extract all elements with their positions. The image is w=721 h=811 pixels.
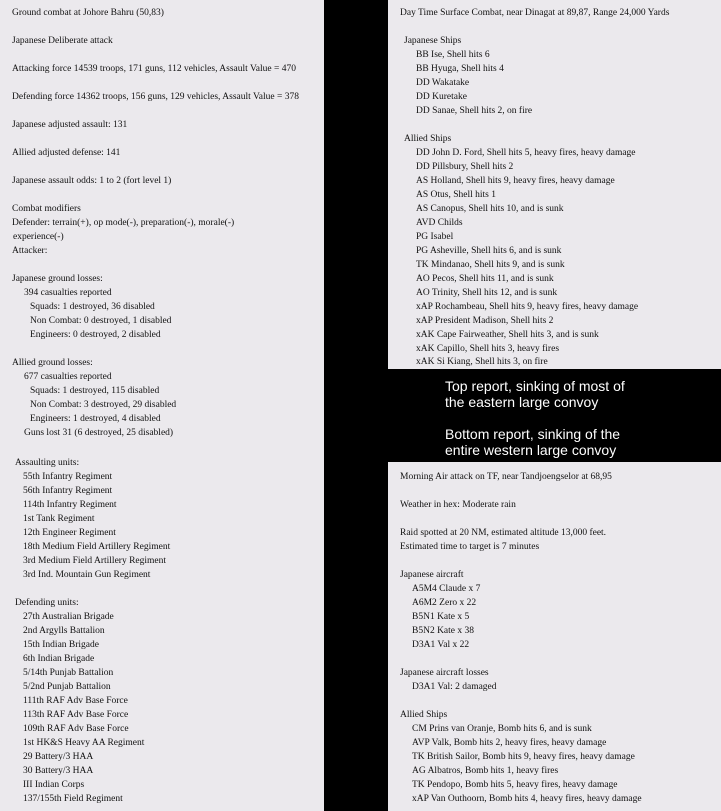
- report-title: Morning Air attack on TF, near Tandjoengselor at 68,95: [400, 472, 612, 482]
- list-item: PG Isabel: [416, 232, 454, 242]
- list-item: DD Wakatake: [416, 78, 470, 88]
- japanese-losses-heading: Japanese ground losses:: [12, 274, 103, 284]
- list-item: AO Pecos, Shell hits 11, and is sunk: [416, 274, 554, 284]
- list-item: AG Albatros, Bomb hits 1, heavy fires: [412, 766, 559, 776]
- list-item: BB Ise, Shell hits 6: [416, 50, 490, 60]
- list-item: DD Sanae, Shell hits 2, on fire: [416, 106, 533, 116]
- list-item: D3A1 Val x 22: [412, 640, 470, 650]
- defending-heading: Defending units:: [15, 598, 79, 608]
- defending-force: Defending force 14362 troops, 156 guns, 129 vehicles, Assault Value = 378: [12, 92, 299, 102]
- list-item: xAP Van Outhoorn, Bomb hits 4, heavy fires, heavy damage: [412, 794, 642, 804]
- list-item: B5N2 Kate x 38: [412, 626, 475, 636]
- list-item: 3rd Medium Field Artillery Regiment: [23, 556, 167, 566]
- list-item: TK British Sailor, Bomb hits 9, heavy fires, heavy damage: [412, 752, 635, 762]
- list-item: Engineers: 1 destroyed, 4 disabled: [30, 414, 161, 424]
- list-item: DD Pillsbury, Shell hits 2: [416, 162, 514, 172]
- modifiers-heading: Combat modifiers: [12, 204, 81, 214]
- weather: Weather in hex: Moderate rain: [400, 500, 516, 510]
- caption-top-line1: Top report, sinking of most of: [445, 378, 625, 394]
- list-item: 1st Tank Regiment: [23, 514, 95, 524]
- list-item: AS Otus, Shell hits 1: [416, 190, 496, 200]
- list-item: xAP Rochambeau, Shell hits 9, heavy fires, heavy damage: [416, 302, 639, 312]
- list-item: 55th Infantry Regiment: [23, 472, 113, 482]
- list-item: 1st HK&S Heavy AA Regiment: [23, 738, 145, 748]
- list-item: xAK Capillo, Shell hits 3, heavy fires: [416, 344, 560, 354]
- adjusted-defense: Allied adjusted defense: 141: [12, 148, 121, 158]
- list-item: TK Pendopo, Bomb hits 5, heavy fires, heavy damage: [412, 780, 618, 790]
- list-item: 15th Indian Brigade: [23, 640, 99, 650]
- list-item: 2nd Argylls Battalion: [23, 626, 105, 636]
- list-item: AO Trinity, Shell hits 12, and is sunk: [416, 288, 558, 298]
- list-item: xAK Si Kiang, Shell hits 3, on fire: [416, 357, 548, 367]
- list-item: AS Holland, Shell hits 9, heavy fires, heavy damage: [416, 176, 615, 186]
- list-item: xAP President Madison, Shell hits 2: [416, 316, 554, 326]
- aircraft-losses-heading: Japanese aircraft losses: [400, 668, 489, 678]
- modifiers-attacker: Attacker:: [12, 246, 48, 256]
- list-item: 12th Engineer Regiment: [23, 528, 116, 538]
- list-item: BB Hyuga, Shell hits 4: [416, 64, 504, 74]
- assault-odds: Japanese assault odds: 1 to 2 (fort level 1): [12, 176, 172, 186]
- list-item: 5/2nd Punjab Battalion: [23, 682, 111, 692]
- modifiers-defender: Defender: terrain(+), op mode(-), preparation(-), morale(-): [12, 218, 235, 228]
- surface-combat-report: [388, 0, 721, 369]
- adjusted-assault: Japanese adjusted assault: 131: [12, 120, 128, 130]
- list-item: AVP Valk, Bomb hits 2, heavy fires, heavy damage: [412, 738, 607, 748]
- list-item: AVD Childs: [416, 218, 463, 228]
- list-item: 137/155th Field Regiment: [23, 794, 123, 804]
- list-item: 6th Indian Brigade: [23, 654, 95, 664]
- list-item: Squads: 1 destroyed, 115 disabled: [30, 386, 160, 396]
- time-to-target: Estimated time to target is 7 minutes: [400, 542, 540, 552]
- caption-bottom-line1: Bottom report, sinking of the: [445, 426, 621, 442]
- list-item: Guns lost 31 (6 destroyed, 25 disabled): [24, 428, 174, 438]
- caption-top-line2: the eastern large convoy: [445, 394, 599, 410]
- allied-ships-heading: Allied Ships: [400, 710, 448, 720]
- list-item: 5/14th Punjab Battalion: [23, 668, 114, 678]
- list-item: TK Mindanao, Shell hits 9, and is sunk: [416, 260, 565, 270]
- list-item: 29 Battery/3 HAA: [23, 752, 94, 762]
- list-item: 113th RAF Adv Base Force: [23, 710, 129, 720]
- list-item: Squads: 1 destroyed, 36 disabled: [30, 302, 155, 312]
- japanese-aircraft-heading: Japanese aircraft: [400, 570, 464, 580]
- japanese-ships-heading: Japanese Ships: [404, 36, 462, 46]
- caption-box: [388, 369, 721, 462]
- list-item: 111th RAF Adv Base Force: [23, 696, 128, 706]
- list-item: Engineers: 0 destroyed, 2 disabled: [30, 330, 161, 340]
- list-item: AS Canopus, Shell hits 10, and is sunk: [416, 204, 564, 214]
- list-item: 677 casualties reported: [24, 372, 112, 382]
- list-item: 18th Medium Field Artillery Regiment: [23, 542, 171, 552]
- attack-type: Japanese Deliberate attack: [12, 36, 113, 46]
- list-item: xAK Cape Fairweather, Shell hits 3, and is sunk: [416, 330, 599, 340]
- list-item: D3A1 Val: 2 damaged: [412, 682, 497, 692]
- list-item: 109th RAF Adv Base Force: [23, 724, 129, 734]
- attacking-force: Attacking force 14539 troops, 171 guns, 112 vehicles, Assault Value = 470: [12, 64, 296, 74]
- list-item: 56th Infantry Regiment: [23, 486, 113, 496]
- list-item: B5N1 Kate x 5: [412, 612, 470, 622]
- list-item: Non Combat: 0 destroyed, 1 disabled: [30, 316, 172, 326]
- list-item: A6M2 Zero x 22: [412, 598, 477, 608]
- list-item: 3rd Ind. Mountain Gun Regiment: [23, 570, 151, 580]
- report-title: Ground combat at Johore Bahru (50,83): [12, 8, 164, 18]
- list-item: DD John D. Ford, Shell hits 5, heavy fires, heavy damage: [416, 148, 636, 158]
- caption-bottom-line2: entire western large convoy: [445, 442, 617, 458]
- list-item: PG Asheville, Shell hits 6, and is sunk: [416, 246, 562, 256]
- allied-ships-heading: Allied Ships: [404, 134, 452, 144]
- list-item: 114th Infantry Regiment: [23, 500, 117, 510]
- list-item: Non Combat: 3 destroyed, 29 disabled: [30, 400, 177, 410]
- list-item: 30 Battery/3 HAA: [23, 766, 94, 776]
- list-item: A5M4 Claude x 7: [412, 584, 481, 594]
- ground-combat-report: [0, 0, 324, 811]
- list-item: III Indian Corps: [23, 780, 85, 790]
- list-item: DD Kuretake: [416, 92, 467, 102]
- air-attack-report: [388, 462, 721, 811]
- modifiers-experience: experience(-): [13, 232, 64, 242]
- report-title: Day Time Surface Combat, near Dinagat at 89,87, Range 24,000 Yards: [400, 8, 670, 18]
- assaulting-heading: Assaulting units:: [15, 458, 80, 468]
- raid-spotted: Raid spotted at 20 NM, estimated altitude 13,000 feet.: [400, 528, 607, 538]
- list-item: 27th Australian Brigade: [23, 612, 114, 622]
- list-item: CM Prins van Oranje, Bomb hits 6, and is sunk: [412, 724, 592, 734]
- allied-losses-heading: Allied ground losses:: [12, 358, 93, 368]
- list-item: 394 casualties reported: [24, 288, 112, 298]
